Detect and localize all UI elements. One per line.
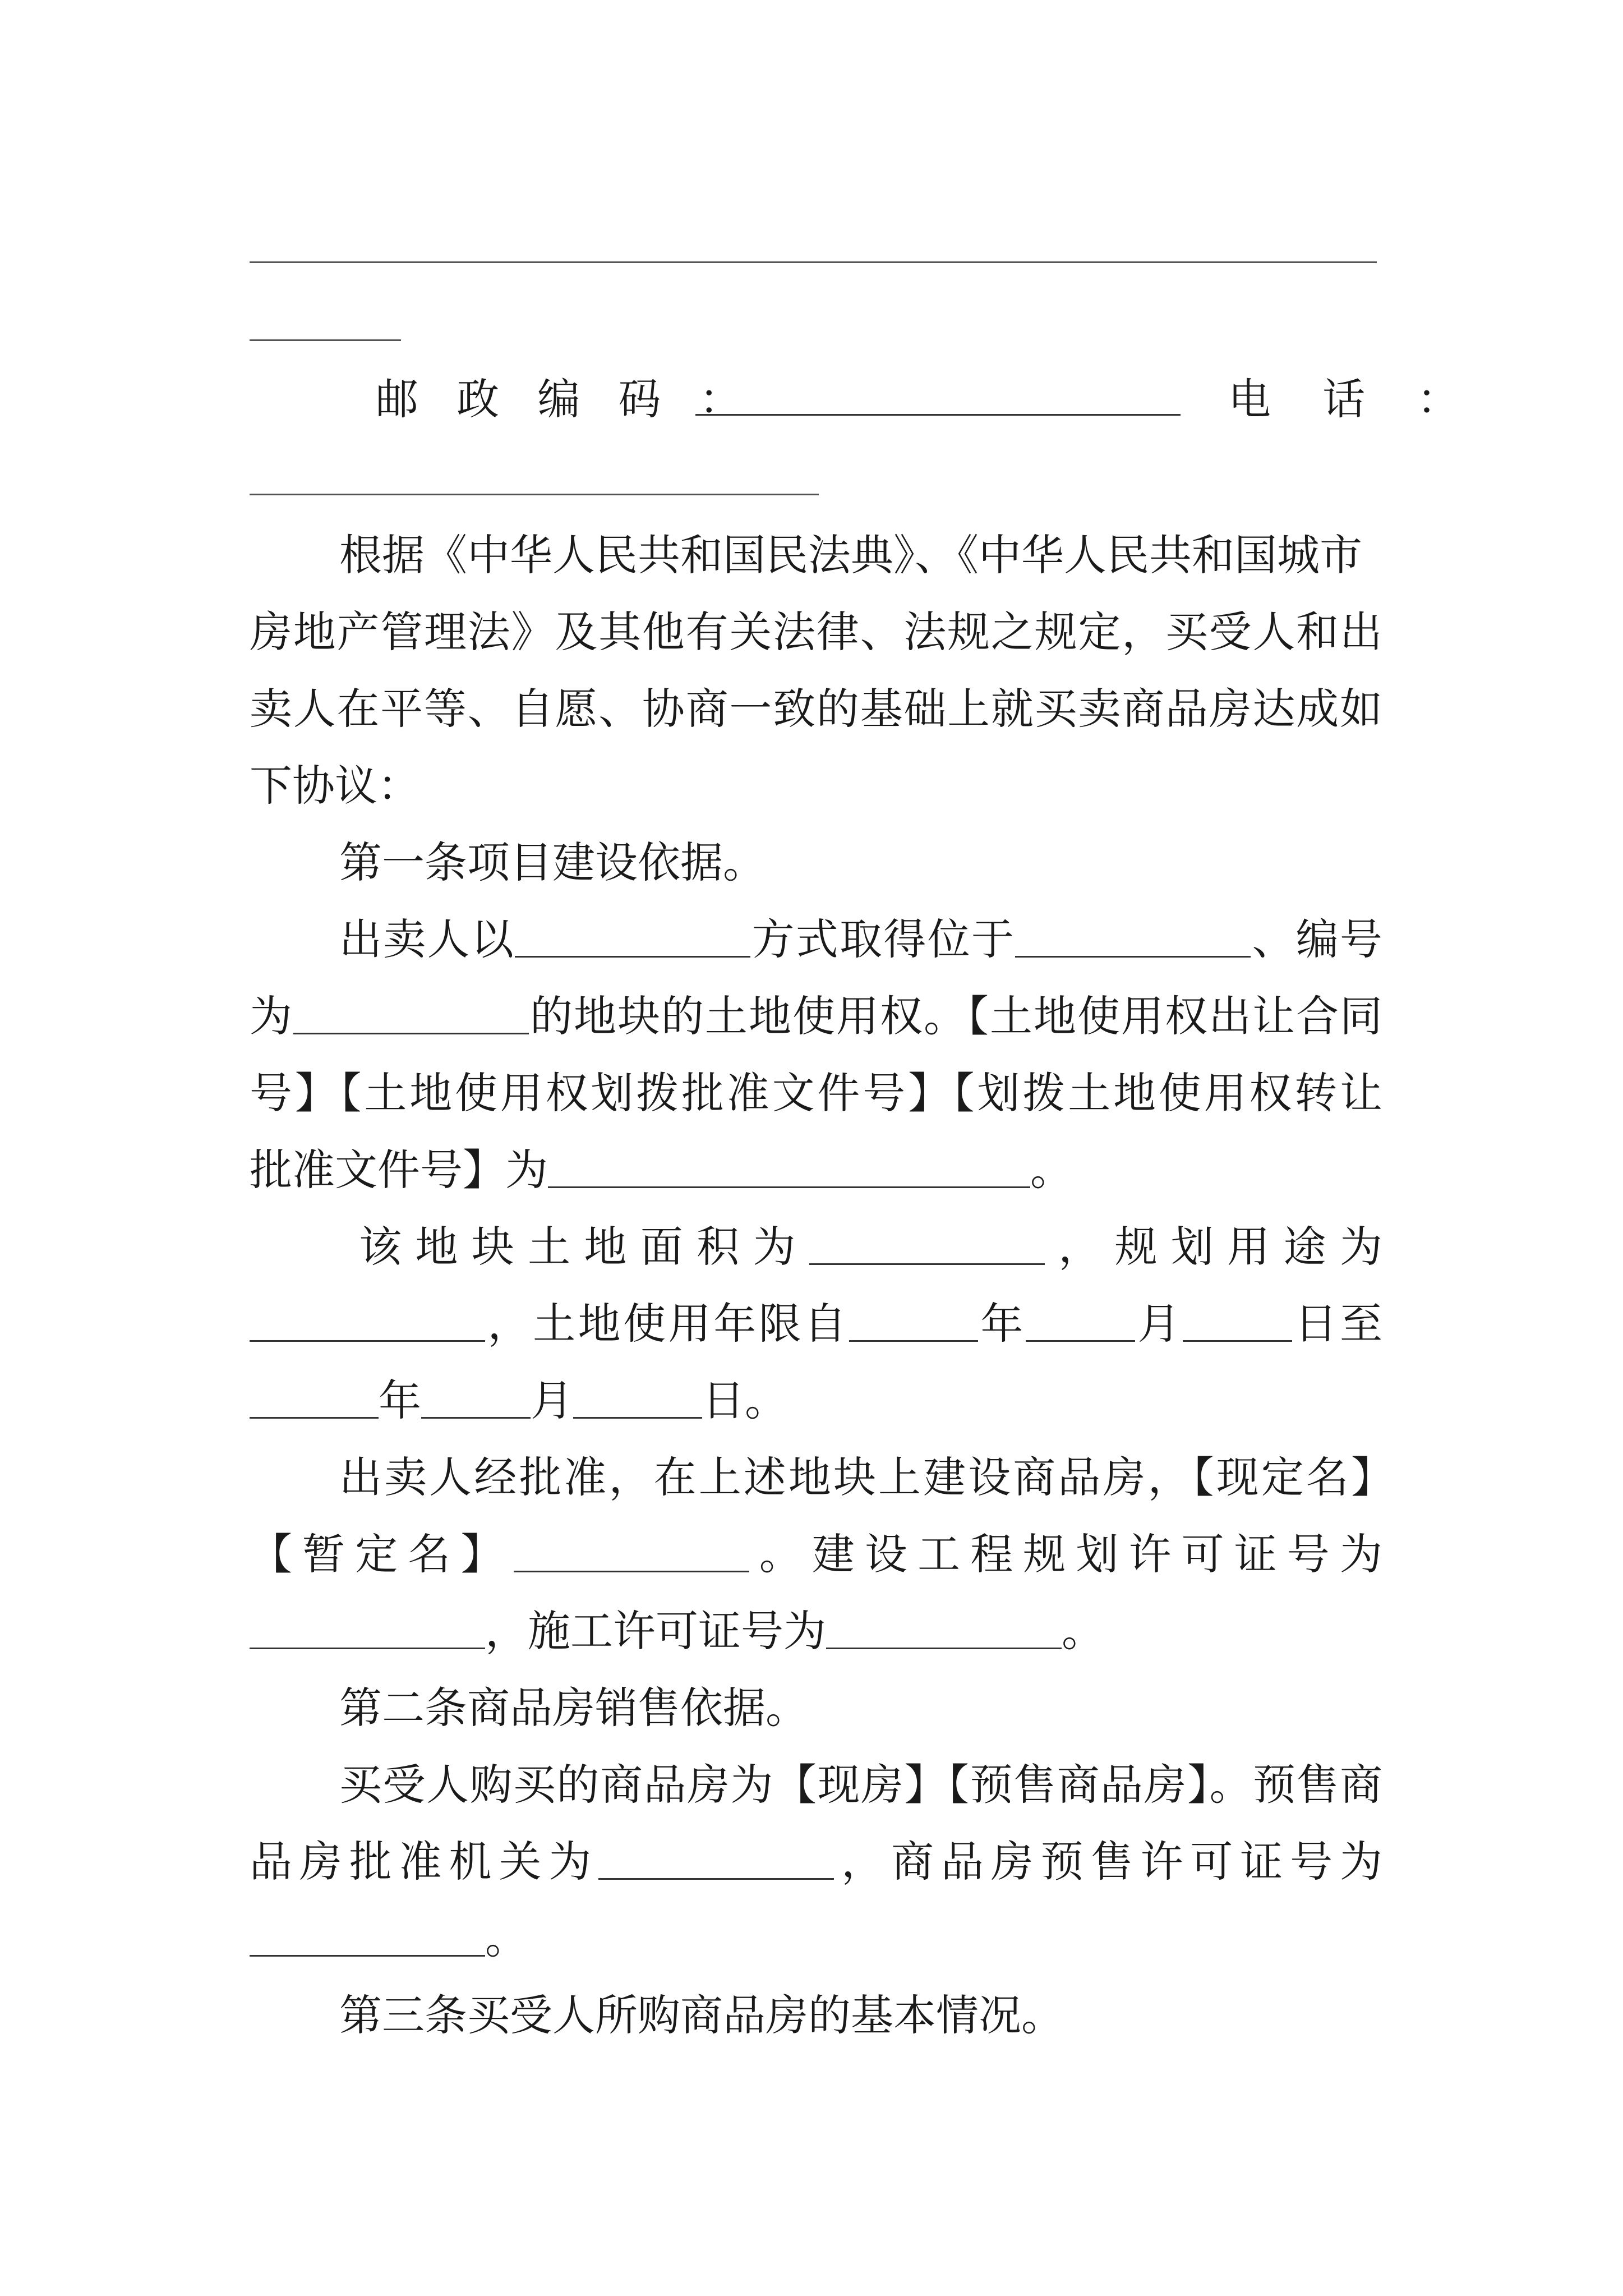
presale-permit-field[interactable] (250, 1916, 485, 1957)
article-1-line-8: 出卖人经批准，在上述地块上建设商品房，【现定名】 (339, 1452, 1394, 1502)
article-3-title: 第三条买受人所购商品房的基本情况。 (339, 1990, 1064, 2040)
article-1-line-10: ，施工许可证号为 。 (250, 1603, 1382, 1659)
article-1-line-4: 批准文件号】为 。 (250, 1145, 1073, 1195)
phone-field[interactable] (250, 494, 819, 495)
end-year-field[interactable] (250, 1378, 379, 1419)
start-month-field[interactable] (1026, 1301, 1135, 1342)
postcode-label: 邮 政 编 码 ： (376, 374, 754, 424)
intro-line-2: 房地产管理法》及其他有关法律、法规之规定，买受人和出 (250, 607, 1382, 657)
land-document-number-field[interactable] (548, 1147, 1030, 1188)
end-day-field[interactable] (573, 1378, 702, 1419)
article-1-line-2: 为 的地块的土地使用权。【土地使用权出让合同 (250, 991, 1382, 1041)
intro-line-1: 根据《中华人民共和国民法典》、《中华人民共和国城市 (339, 530, 1362, 580)
project-name-field[interactable] (514, 1531, 749, 1572)
presale-authority-field[interactable] (598, 1839, 834, 1880)
article-2-line-2: 品房批准机关为 ，商品房预售许可证号为 (250, 1837, 1383, 1887)
end-month-field[interactable] (421, 1378, 531, 1419)
construction-permit-field[interactable] (826, 1608, 1062, 1649)
start-year-field[interactable] (849, 1301, 978, 1342)
planned-use-field[interactable] (250, 1301, 485, 1342)
article-1-line-3: 号】【土地使用权划拨批准文件号】【划拨土地使用权转让 (250, 1068, 1382, 1118)
acquisition-method-field[interactable] (515, 917, 750, 958)
land-location-field[interactable] (1015, 917, 1251, 958)
article-1-line-5: 该地块土地面积为 ，规划用途为 (359, 1222, 1383, 1272)
postcode-field[interactable] (695, 375, 1181, 416)
address-line-end[interactable] (250, 339, 401, 341)
phone-label: 电 话 ： (1228, 374, 1479, 424)
land-area-field[interactable] (809, 1224, 1045, 1265)
intro-line-3: 卖人在平等、自愿、协商一致的基础上就买卖商品房达成如 (250, 684, 1382, 734)
article-2-line-3: 。 (250, 1911, 1382, 1967)
article-1-title: 第一条项目建设依据。 (339, 838, 766, 887)
article-2-line-1: 买受人购买的商品房为【现房】【预售商品房】。预售商 (339, 1760, 1382, 1810)
article-1-line-1: 出卖人以 方式取得位于 、编号 (339, 914, 1383, 964)
article-1-line-7: 年 月 日。 (250, 1373, 1382, 1429)
article-1-line-6: ，土地使用年限自 年 月 日至 (250, 1296, 1382, 1352)
start-day-field[interactable] (1183, 1301, 1292, 1342)
address-line-continued[interactable] (250, 261, 1377, 263)
article-1-line-9: 【暂定名】 。建设工程规划许可证号为 (250, 1529, 1383, 1579)
planning-permit-field[interactable] (250, 1608, 485, 1649)
article-2-title: 第二条商品房销售依据。 (339, 1683, 808, 1733)
plot-number-field[interactable] (293, 993, 529, 1034)
intro-line-4: 下协议： (250, 761, 420, 811)
